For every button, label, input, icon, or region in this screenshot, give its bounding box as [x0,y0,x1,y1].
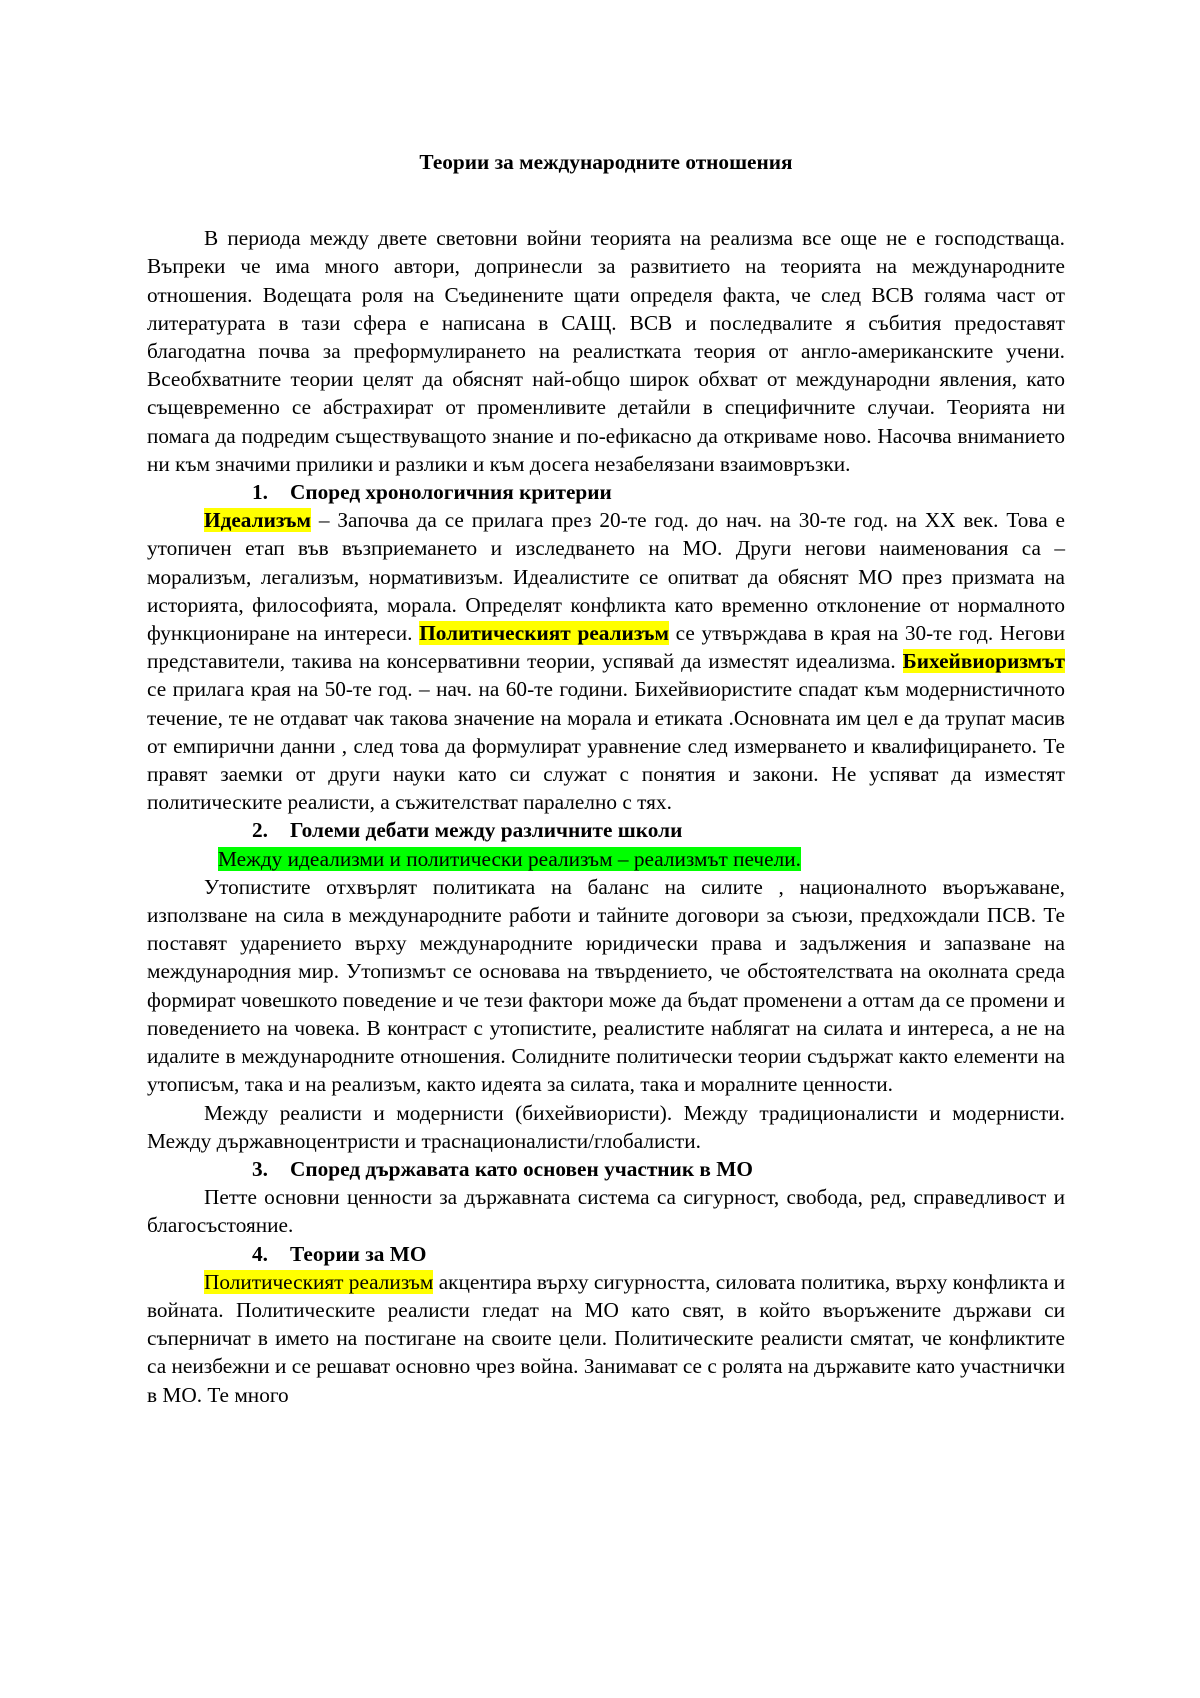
term-political-realism-2: Политическият реализъм [204,1269,434,1294]
document-page [147,148,1065,1409]
green-highlight-text: Между идеализми и политически реализъм – реализмът печели. [218,846,801,871]
term-political-realism: Политическият реализъм [419,621,669,646]
heading-4 [147,1240,1065,1268]
heading-3 [147,1155,1065,1183]
heading-1-number: 1. [252,480,268,505]
term-behaviorism: Бихейвиоризмът [902,649,1065,674]
heading-2-number: 2. [252,818,268,843]
paragraph-political-realism [147,1268,1065,1409]
heading-2-text: Големи дебати между различните школи [290,818,683,843]
heading-4-number: 4. [252,1241,268,1266]
heading-4-text: Теории за МО [290,1241,427,1266]
political-realism-text: акцентира върху сигурността, силовата политика, върху конфликта и войната. Политическите реалисти гледат на МО като свят, в който въоръжените държави си съперничат в името на постигане на своите цели. Политическите реалисти смятат, че конфликтите са неизбежни и се решават основно чрез война. Занимават се с ролята на държавите като участнички в МО. Те много [147,1269,1066,1407]
term-idealism: Идеализъм [204,508,311,533]
paragraph-debates: Между реалисти и модернисти (бихейвиористи). Между традиционалисти и модернисти. Между държавноцентристи и траснационалисти/глобалисти. [147,1100,1065,1153]
heading-1 [147,478,1065,506]
document-title: Теории за международните отношения [419,150,793,174]
debate-line [147,845,1065,873]
paragraph-intro: В периода между двете световни войни теорията на реализма все още не е господстваща. Въпреки че има много автори, допринесли за развитието на теорията на международните отношения. Водещата роля на Съединените щати определя факта, че след ВСВ голяма част от литературата в тази сфера е написана в САЩ. ВСВ и последвалите я събития предоставят благодатна почва за преформулирането на реалистката теория от англо-американските учени. Всеобхватните теории целят да обяснят най-общо широк обхват от международни явления, като същевременно се абстрахират от променливите детайли в специфичните случаи. Теорията ни помага да подредим съществуващото знание и по-ефикасно да откриваме ново. Насочва вниманието ни към значими прилики и разлики и към досега незабелязани взаимовръзки. [147,226,1065,476]
heading-2 [147,816,1065,844]
heading-3-text: Според държавата като основен участник в МО [290,1156,753,1181]
heading-3-number: 3. [252,1156,268,1181]
paragraph-utopists: Утопистите отхвърлят политиката на баланс на силите , националното въоръжаване, използване на сила в международните работи и тайните договори за съюзи, предхождали ПСВ. Те поставят ударението върху международните юридически права и задължения и запазване на международния мир. Утопизмът се основава на твърдението, че обстоятелствата на околната среда формират човешкото поведение и че тези фактори може да бъдат променени а оттам да се промени и поведението на човека. В контраст с утопистите, реалистите наблягат на силата и интереса, а не на идалите в международните отношения. Солидните политически теории съдържат както елементи на утописъм, така и на реализъм, както идеята за силата, така и моралните ценности. [147,874,1065,1097]
paragraph-chronology [147,506,1065,816]
behaviorism-text: се прилага края на 50-те год. – нач. на 60-те години. Бихейвиористите спадат към модернистичното течение, те не отдават чак такова значение на морала и етиката .Основната им цел е да трупат масив от емпирични данни , след това да формулират уравнение след измерването и квалифицирането. Те правят заемки от други науки като си служат с понятия и закони. Не успяват да изместят политическите реалисти, а съжителстват паралелно с тях. [147,677,1065,815]
realism-text: се утвърждава в края на 30-те год. Негови представители, такива на консервативни теории, успявай да изместят идеализма. [147,621,1065,674]
idealism-text: – Започва да се прилага през 20-те год. до нач. на 30-те год. на XX век. Това е утопичен етап във възприемането и изследването на МО. Други негови наименования са – морализъм, легализъм, нормативизъм. Идеалистите се опитват да обяснят МО през призмата на историята, философията, морала. Определят конфликта като временно отклонение от нормалното функциониране на интереси. [147,508,1065,646]
heading-1-text: Според хронологичния критерии [290,480,612,505]
paragraph-values: Петте основни ценности за държавната система са сигурност, свобода, ред, справедливост и благосъстояние. [147,1185,1065,1238]
